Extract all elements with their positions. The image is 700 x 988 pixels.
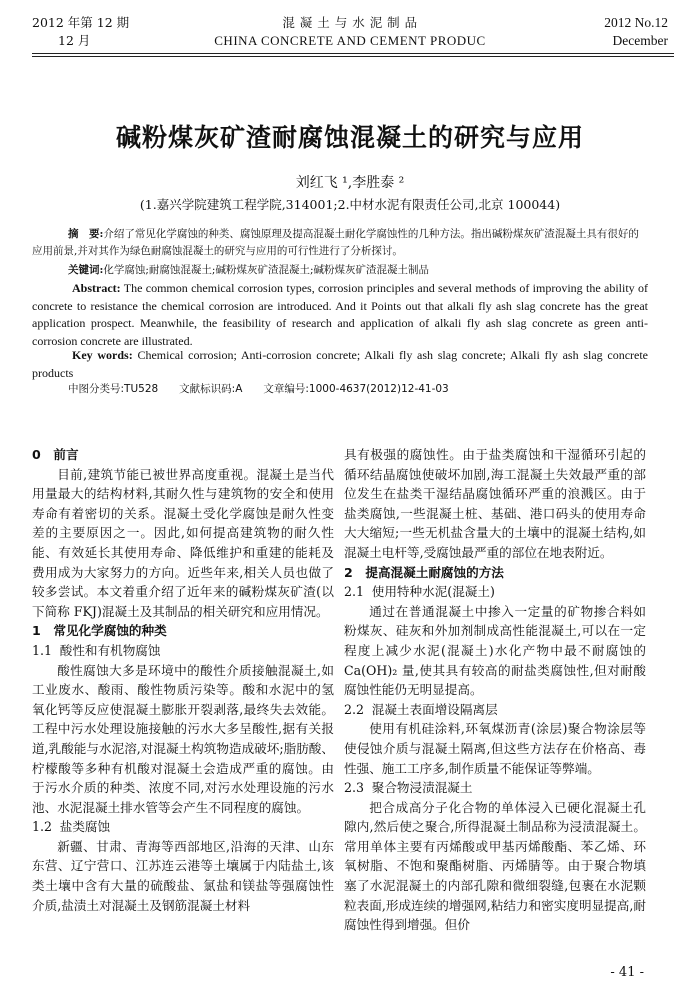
page-number: - 41 - [610, 965, 644, 980]
keywords-en-label: Key words: [72, 348, 133, 362]
section-0-heading: 0 前言 [32, 447, 79, 462]
section-1-1-heading [32, 641, 334, 661]
header-journal [160, 14, 540, 50]
section-2-2-number: 2.2 [344, 701, 365, 717]
section-2-1-heading [344, 582, 646, 602]
section-1-2-paragraph-cont: 具有极强的腐蚀性。由于盐类腐蚀和干湿循环引起的循环结晶腐蚀使破坏加剧,海工混凝土失效最严重的部位发生在盐类干湿结晶腐蚀循环严重的浪溅区。由于盐类腐蚀,一些混凝土桩、基础、港口码头的使用寿命大大缩短;一些无机盐含量大的土壤中的混凝土结构,如混凝土电杆等,受腐蚀最严重的部位在地表附近。 [344, 447, 646, 560]
section-1-2-number: 1.2 [32, 819, 53, 835]
header-rule-bottom [32, 56, 674, 57]
abstract-en-text: The common chemical corrosion types, corrosion principles and several methods of improving the ability of concrete to resistance the chemical corrosion are introduced. And it Points out that alkali fly ash slag concrete has the great application prospect. Meanwhile, the feasibility of research and application of alkali fly ash slag concrete as green anti-corrosion concrete are illustrated. [32, 281, 648, 348]
header-rule-top [32, 53, 674, 54]
section-2-1-number: 2.1 [344, 584, 365, 600]
section-2-heading: 2 提高混凝土耐腐蚀的方法 [344, 564, 504, 580]
section-2-2-heading [344, 700, 646, 720]
left-column [32, 445, 334, 915]
header-issue-month: 12 月 [58, 33, 91, 48]
classification-line: 中图分类号:TU528 文献标识码:A 文章编号:1000-4637(2012)12-41-03 [68, 383, 449, 395]
authors: 刘红飞 ¹,李胜泰 ² [295, 175, 405, 191]
right-column [344, 445, 646, 935]
header-issue-month-en: December [612, 33, 668, 48]
section-2-1-title: 使用特种水泥(混凝土) [371, 584, 495, 600]
paper-title: 碱粉煤灰矿渣耐腐蚀混凝土的研究与应用 [115, 123, 584, 152]
section-1-1-number: 1.1 [32, 642, 53, 658]
abstract-en-label: Abstract: [72, 281, 121, 295]
keywords-cn [68, 262, 648, 279]
abstract-cn-text: 介绍了常见化学腐蚀的种类、腐蚀原理及提高混凝土耐化学腐蚀性的几种方法。指出碱粉煤灰矿渣混凝土具有很好的应用前景,并对其作为绿色耐腐蚀混凝土的研究与应用的可行性进行了分析探讨。 [32, 228, 639, 257]
section-2-1-paragraph: 通过在普通混凝土中掺入一定量的矿物掺合料如粉煤灰、硅灰和外加剂制成高性能混凝土,可以在一定程度上减少水泥(混凝土)水化产物中最不耐腐蚀的 Ca(OH)₂ 量,使其具有较高的耐盐类腐蚀性,但对耐酸腐蚀性能仍无明显提高。 [344, 603, 646, 698]
section-2-3-title: 聚合物浸渍混凝土 [371, 780, 473, 796]
abstract-cn [32, 226, 644, 260]
abstract-en [32, 280, 648, 350]
header-issue [32, 14, 129, 50]
keywords-cn-label: 关键词: [68, 264, 104, 276]
section-2-3-heading [344, 778, 646, 798]
keywords-cn-text: 化学腐蚀;耐腐蚀混凝土;碱粉煤灰矿渣混凝土;碱粉煤灰矿渣混凝土制品 [103, 264, 430, 276]
section-2-3-number: 2.3 [344, 780, 365, 796]
section-0-paragraph: 目前,建筑节能已被世界高度重视。混凝土是当代用量最大的结构材料,其耐久性与建筑物的安全和使用寿命有着密切的关系。混凝土受化学腐蚀是耐久性变差的主要原因之一。因此,如何提高建筑物的耐久性能、有效延长其使用寿命、降低维护和重建的能耗及费用成为大家努力的方向。近些年来,相关人员也做了较多尝试。本文着重介绍了近年来的碱粉煤灰矿渣(以下简称 FKJ)混凝土及其制品的相关研究和应用情况。 [32, 466, 334, 619]
header-issue-year: 2012 年第 12 期 [32, 15, 130, 30]
header-journal-en: CHINA CONCRETE AND CEMENT PRODUC [214, 33, 486, 48]
abstract-cn-label: 摘 要: [68, 228, 104, 240]
section-2-3-paragraph: 把合成高分子化合物的单体浸入已硬化混凝土孔隙内,然后使之聚合,所得混凝土制品称为浸渍混凝土。常用单体主要有丙烯酸或甲基丙烯酸酯、苯乙烯、环氧树脂、不饱和聚酯树脂、丙烯腈等。由于聚合物填塞了水泥混凝土的内部孔隙和微细裂缝,包裹在水泥颗粒表面,形成连续的增强网,粘结力和密实度明显提高,耐腐蚀性得到增强。但价 [344, 799, 646, 933]
header-journal-cn: 混 凝 土 与 水 泥 制 品 [282, 15, 418, 30]
section-1-1-title: 酸性和有机物腐蚀 [59, 642, 161, 658]
keywords-en [32, 347, 648, 382]
section-1-2-paragraph: 新疆、甘肃、青海等西部地区,沿海的天津、山东东营、辽宁营口、江苏连云港等土壤属于内陆盐土,该类土壤中含有大量的硫酸盐、氯盐和镁盐等强腐蚀性介质,盐渍土对混凝土及钢筋混凝土材料 [32, 838, 334, 913]
section-1-2-heading [32, 817, 334, 837]
header-issue-en [604, 14, 668, 50]
header-issue-number: 2012 No.12 [604, 15, 668, 30]
affiliation: (1.嘉兴学院建筑工程学院,314001;2.中材水泥有限责任公司,北京 100044) [139, 197, 561, 212]
section-1-2-title: 盐类腐蚀 [59, 819, 111, 835]
keywords-en-text: Chemical corrosion; Anti-corrosion concrete; Alkali fly ash slag concrete; Alkali fly ash slag concrete products [32, 348, 649, 380]
section-2-2-paragraph: 使用有机硅涂料,环氧煤沥青(涂层)聚合物涂层等使侵蚀介质与混凝土隔离,但这些方法存在价格高、毒性强、施工工序多,制作质量不能保证等弊端。 [344, 721, 646, 776]
section-1-1-paragraph: 酸性腐蚀大多是环境中的酸性介质接触混凝土,如工业废水、酸雨、酸性物质污染等。酸和水泥中的氢氧化钙等反应使混凝土膨胀开裂剥落,最终失去效能。工程中污水处理设施接触的污水大多呈酸性,据有关报道,乳酸能与水泥溶,对混凝土构筑物造成破坏;脂肪酸、柠檬酸等多种有机酸对混凝土会造成严重的腐蚀。由于污水介质的种类、浓度不同,对污水处理设施的污水池、水泥混凝土排水管等会产生不同程度的腐蚀。 [32, 662, 334, 815]
section-1-heading: 1 常见化学腐蚀的种类 [32, 623, 167, 639]
section-2-2-title: 混凝土表面增设隔离层 [371, 701, 498, 717]
